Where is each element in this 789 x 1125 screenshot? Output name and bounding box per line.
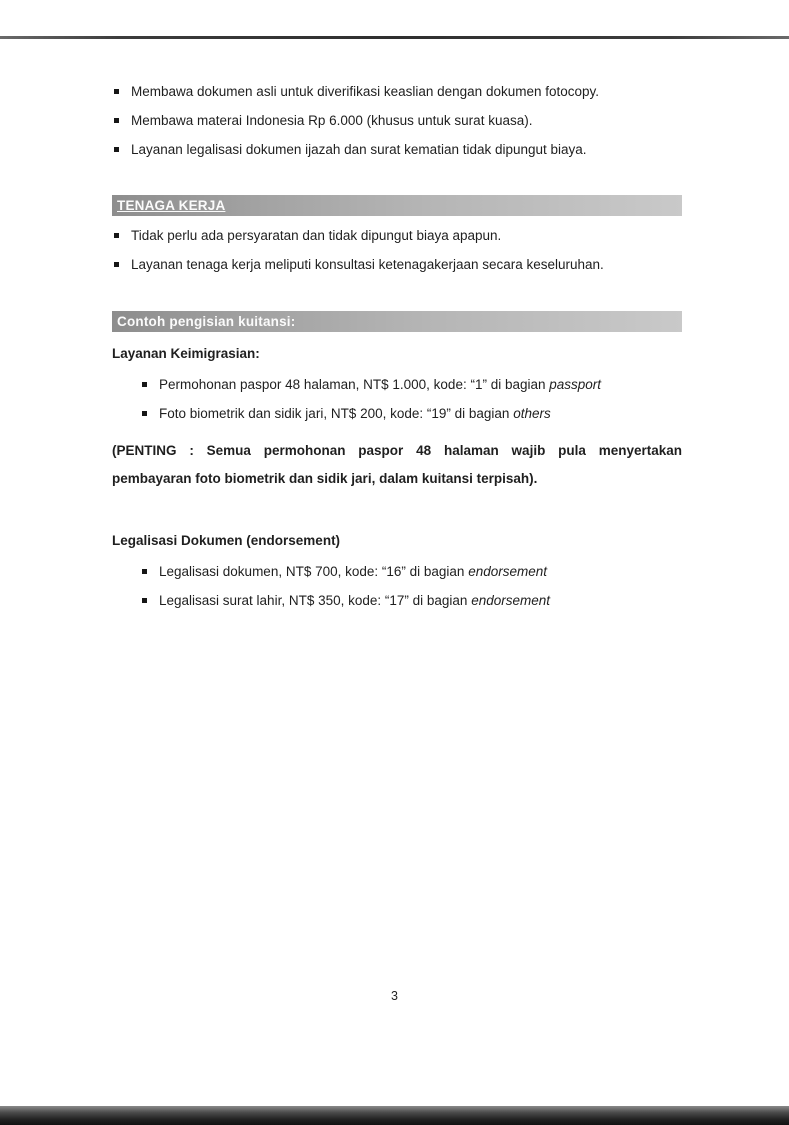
page-content (112, 84, 682, 622)
bullet-square-icon (142, 382, 147, 387)
subsection-title-keimigrasian: Layanan Keimigrasian: (112, 346, 260, 361)
section-header-contoh-kuitansi (112, 311, 682, 332)
bullet-square-icon (142, 598, 147, 603)
list-item-text: Legalisasi surat lahir, NT$ 350, kode: “17” di bagian endorsement (159, 593, 550, 608)
subsection-title-legalisasi: Legalisasi Dokumen (endorsement) (112, 533, 341, 548)
list-item-text: Foto biometrik dan sidik jari, NT$ 200, kode: “19” di bagian others (159, 406, 551, 421)
bullet-square-icon (114, 147, 119, 152)
intro-bullet-list (112, 84, 682, 158)
list-item (140, 564, 682, 580)
list-item-text: Layanan tenaga kerja meliputi konsultasi ketenagakerjaan secara keseluruhan. (131, 257, 604, 272)
list-item (112, 84, 682, 100)
list-item (112, 142, 682, 158)
scan-artifact-bottom-bar (0, 1106, 789, 1125)
keimigrasian-bullet-list (112, 377, 682, 422)
bullet-square-icon (142, 569, 147, 574)
italic-term: endorsement (471, 593, 550, 608)
section-heading-text: Contoh pengisian kuitansi: (117, 314, 296, 329)
bullet-square-icon (114, 118, 119, 123)
section-header-tenaga-kerja (112, 195, 682, 216)
bullet-square-icon (114, 262, 119, 267)
list-item-text: Tidak perlu ada persyaratan dan tidak dipungut biaya apapun. (131, 228, 502, 243)
list-item-text: Permohonan paspor 48 halaman, NT$ 1.000, kode: “1” di bagian passport (159, 377, 602, 392)
list-item (112, 228, 682, 244)
list-item (112, 257, 682, 273)
list-item-text: Membawa dokumen asli untuk diverifikasi keaslian dengan dokumen fotocopy. (131, 84, 600, 99)
bullet-square-icon (114, 89, 119, 94)
legalisasi-bullet-list (112, 564, 682, 609)
list-item-text: Membawa materai Indonesia Rp 6.000 (khusus untuk surat kuasa). (131, 113, 533, 128)
italic-term: passport (549, 377, 602, 392)
tenaga-kerja-bullet-list (112, 228, 682, 273)
list-item (140, 593, 682, 609)
bullet-square-icon (114, 233, 119, 238)
italic-term: others (513, 406, 551, 421)
list-item (140, 377, 682, 393)
bullet-square-icon (142, 411, 147, 416)
list-item-text: Legalisasi dokumen, NT$ 700, kode: “16” di bagian endorsement (159, 564, 548, 579)
italic-term: endorsement (468, 564, 548, 579)
scan-artifact-top-line (0, 36, 789, 39)
list-item-text: Layanan legalisasi dokumen ijazah dan surat kematian tidak dipungut biaya. (131, 142, 587, 157)
section-heading-text: TENAGA KERJA (117, 198, 226, 213)
list-item (112, 113, 682, 129)
page-number: 3 (391, 989, 398, 1003)
important-note: (PENTING : Semua permohonan paspor 48 halaman wajib pula menyertakan pembayaran foto biometrik dan sidik jari, dalam kuitansi terpisah). (112, 443, 682, 486)
list-item (140, 406, 682, 422)
